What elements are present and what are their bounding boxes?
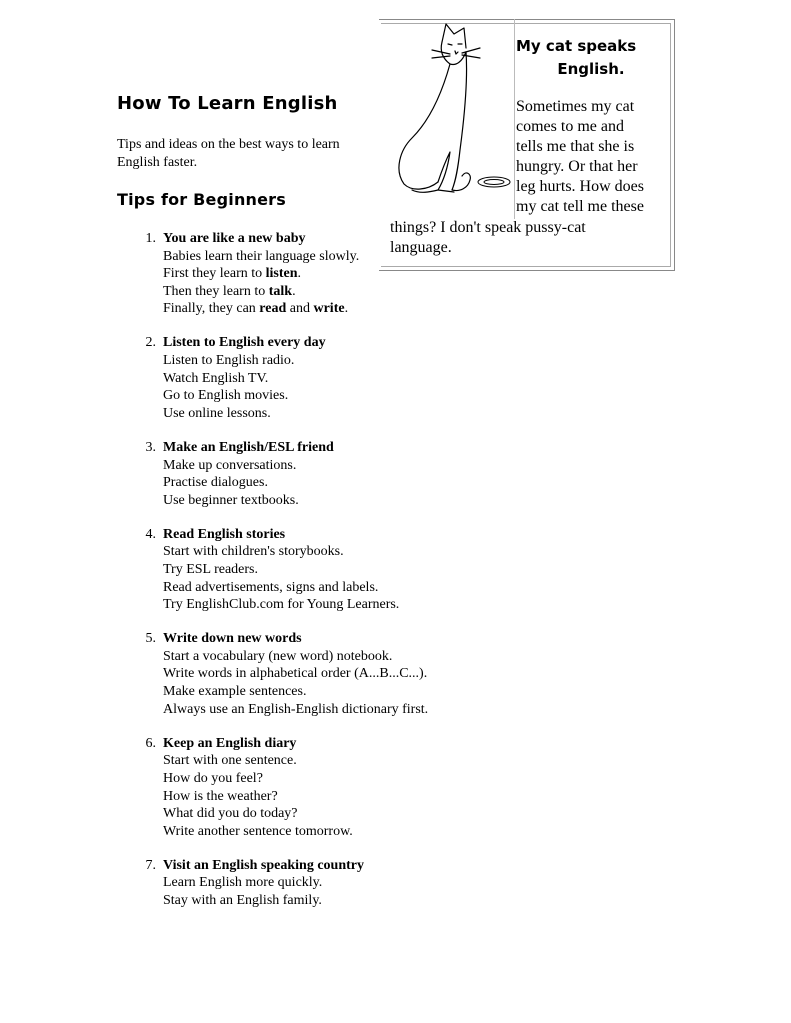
sidebar-text-right <box>516 97 666 217</box>
tip-line: Stay with an English family. <box>163 893 322 908</box>
list-number: 3. <box>145 439 156 455</box>
tip-line: Learn English more quickly. <box>163 875 323 891</box>
emphasis: write <box>313 301 345 317</box>
tip-line: Babies learn their language slowly. <box>163 248 360 264</box>
list-item <box>145 857 428 910</box>
sidebar-line: language. <box>390 239 452 256</box>
section-heading: Tips for Beginners <box>117 190 286 209</box>
tip-heading: Visit an English speaking country <box>163 857 364 873</box>
tip-line: Practise dialogues. <box>163 475 268 491</box>
page-title: How To Learn English <box>117 93 338 114</box>
emphasis: read <box>259 301 287 317</box>
list-number: 4. <box>145 526 156 542</box>
tip-line: How is the weather? <box>163 788 278 804</box>
tip-line: Listen to English radio. <box>163 353 295 369</box>
sidebar-line: comes to me and <box>516 118 624 135</box>
sidebar-line: leg hurts. How does <box>516 178 644 195</box>
cat-illustration <box>376 20 516 200</box>
list-number: 2. <box>145 335 156 351</box>
list-item <box>145 735 428 841</box>
tip-line: How do you feel? <box>163 770 263 786</box>
tip-heading: Keep an English diary <box>163 735 297 751</box>
tip-line: Make example sentences. <box>163 684 307 700</box>
tip-line: Start a vocabulary (new word) notebook. <box>163 648 393 664</box>
sidebar-heading-line2: English. <box>557 60 625 78</box>
list-item <box>145 439 428 509</box>
tip-line: Always use an English-English dictionary first. <box>163 701 429 717</box>
sidebar-line: hungry. Or that her <box>516 158 638 175</box>
tip-line: Watch English TV. <box>163 370 269 386</box>
list-item <box>145 630 429 718</box>
tip-line: First they learn to listen. <box>163 266 302 282</box>
tip-line: Go to English movies. <box>163 388 289 404</box>
list-number: 5. <box>145 631 156 647</box>
list-item <box>145 334 428 422</box>
emphasis: talk <box>268 283 293 299</box>
tip-line: Write another sentence tomorrow. <box>163 823 353 839</box>
tip-line: Start with children's storybooks. <box>163 544 344 560</box>
tip-line: Start with one sentence. <box>163 753 297 769</box>
tip-line: Try EnglishClub.com for Young Learners. <box>163 597 400 613</box>
tip-line: Read advertisements, signs and labels. <box>163 579 379 595</box>
tip-heading: You are like a new baby <box>163 231 306 246</box>
tip-line: Use online lessons. <box>163 405 271 421</box>
list-item <box>145 230 428 318</box>
sidebar-line: my cat tell me these <box>516 198 644 215</box>
tip-heading: Make an English/ESL friend <box>163 439 334 455</box>
tip-heading: Listen to English every day <box>163 335 326 351</box>
sidebar-heading <box>516 35 666 81</box>
tip-line: Use beginner textbooks. <box>163 492 299 508</box>
sidebar-text-bottom <box>390 218 665 258</box>
intro-text: Tips and ideas on the best ways to learn English faster. <box>117 137 340 170</box>
tip-line: Write words in alphabetical order (A...B...C...). <box>163 666 428 682</box>
list-number: 6. <box>145 735 156 751</box>
list-number: 7. <box>145 857 156 873</box>
tip-line: What did you do today? <box>163 806 298 822</box>
tip-line: Then they learn to talk. <box>163 283 296 299</box>
tip-heading: Write down new words <box>163 631 302 647</box>
tip-line: Make up conversations. <box>163 457 297 473</box>
sidebar-line: tells me that she is <box>516 138 635 155</box>
emphasis: listen <box>265 266 298 282</box>
tip-line: Finally, they can read and write. <box>163 301 349 317</box>
tip-line: Try ESL readers. <box>163 562 259 577</box>
tips-list <box>145 230 429 926</box>
sidebar-line: Sometimes my cat <box>516 98 635 115</box>
list-number: 1. <box>145 231 156 246</box>
sidebar-line: things? I don't speak pussy-cat <box>390 219 586 236</box>
sidebar-heading-line1: My cat speaks <box>516 37 637 55</box>
tip-heading: Read English stories <box>163 526 286 542</box>
list-item <box>145 526 428 614</box>
